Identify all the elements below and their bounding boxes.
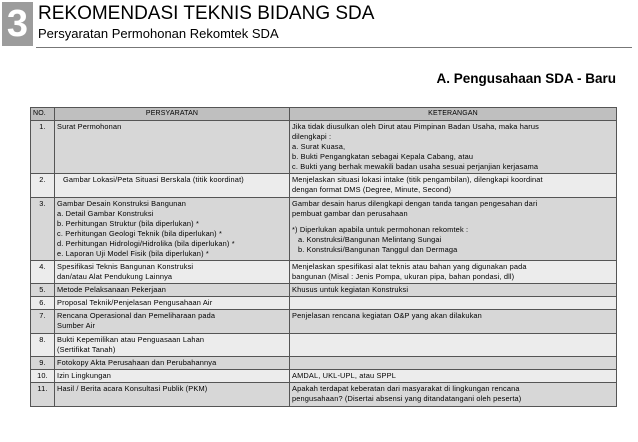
row-number: 7. [31, 310, 55, 334]
description-line: Menjelaskan situasi lokasi intake (titik pengambilan), dilengkapi koordinat [292, 175, 543, 184]
slide-title: REKOMENDASI TEKNIS BIDANG SDA [38, 3, 375, 24]
table-header-row [31, 108, 617, 121]
table-row [31, 198, 617, 261]
requirement-cell [55, 310, 290, 334]
description-cell [290, 334, 617, 357]
column-header-persyaratan: PERSYARATAN [55, 108, 290, 121]
requirement-line: Sumber Air [57, 321, 96, 330]
row-number: 1. [31, 121, 55, 174]
requirement-line: Surat Permohonan [57, 122, 122, 131]
description-cell [290, 357, 617, 370]
requirement-cell [55, 284, 290, 297]
requirement-line: Gambar Lokasi/Peta Situasi Berskala (titik koordinat) [63, 175, 244, 184]
description-line: a. Konstruksi/Bangunan Melintang Sungai [298, 235, 442, 244]
requirement-cell [55, 334, 290, 357]
description-cell [290, 370, 617, 383]
row-number: 11. [31, 383, 55, 407]
table-row [31, 297, 617, 310]
description-cell [290, 310, 617, 334]
description-line: bangunan (Misal : Jenis Pompa, ukuran pipa, bahan pondasi, dll) [292, 272, 515, 281]
requirement-line: Spesifikasi Teknis Bangunan Konstruksi [57, 262, 194, 271]
description-cell [290, 261, 617, 284]
description-cell [290, 198, 617, 261]
table-row [31, 383, 617, 407]
description-line: Gambar desain harus dilengkapi dengan tanda tangan pengesahan dari [292, 199, 538, 208]
row-number: 8. [31, 334, 55, 357]
description-line: c. Bukti yang berhak mewakili badan usaha sesuai perjanjian kerjasama [292, 162, 539, 171]
requirement-line: e. Laporan Uji Model Fisik (bila diperlukan) * [57, 249, 209, 258]
requirement-line: b. Perhitungan Struktur (bila diperlukan) * [57, 219, 200, 228]
description-line: Menjelaskan spesifikasi alat teknis atau bahan yang digunakan pada [292, 262, 527, 271]
requirement-cell [55, 121, 290, 174]
requirement-line: Proposal Teknik/Penjelasan Pengusahaan Air [57, 298, 213, 307]
description-cell [290, 284, 617, 297]
description-cell [290, 121, 617, 174]
table-row [31, 261, 617, 284]
requirement-line: (Sertifikat Tanah) [57, 345, 116, 354]
requirement-cell [55, 261, 290, 284]
description-line: pembuat gambar dan perusahaan [292, 209, 408, 218]
requirement-line: Metode Pelaksanaan Pekerjaan [57, 285, 166, 294]
slide-header [0, 0, 638, 52]
row-number: 6. [31, 297, 55, 310]
description-line: b. Konstruksi/Bangunan Tanggul dan Dermaga [298, 245, 458, 254]
description-line: Jika tidak diusulkan oleh Dirut atau Pimpinan Badan Usaha, maka harus [292, 122, 539, 131]
requirement-cell [55, 383, 290, 407]
requirement-line: Bukti Kepemilikan atau Penguasaan Lahan [57, 335, 205, 344]
row-number: 2. [31, 174, 55, 198]
description-line: Penjelasan rencana kegiatan O&P yang akan dilakukan [292, 311, 482, 320]
description-line: Khusus untuk kegiatan Konstruksi [292, 285, 409, 294]
requirement-line: Fotokopy Akta Perusahaan dan Perubahannya [57, 358, 217, 367]
row-number: 3. [31, 198, 55, 261]
requirement-line: a. Detail Gambar Konstruksi [57, 209, 154, 218]
column-header-keterangan: KETERANGAN [290, 108, 617, 121]
section-number-badge: 3 [2, 2, 33, 46]
table-row [31, 357, 617, 370]
table-row [31, 334, 617, 357]
table-row [31, 174, 617, 198]
description-line: AMDAL, UKL-UPL, atau SPPL [292, 371, 396, 380]
requirement-cell [55, 198, 290, 261]
description-line: dilengkapi : [292, 132, 332, 141]
requirements-table [30, 107, 617, 407]
requirement-line: dan/atau Alat Pendukung Lainnya [57, 272, 173, 281]
description-cell [290, 297, 617, 310]
table-row [31, 370, 617, 383]
description-cell [290, 174, 617, 198]
requirement-cell [55, 297, 290, 310]
requirement-line: Rencana Operasional dan Pemeliharaan pada [57, 311, 216, 320]
description-line: pengusahaan? (Disertai absensi yang ditandatangani oleh peserta) [292, 394, 522, 403]
requirement-line: d. Perhitungan Hidrologi/Hidrolika (bila diperlukan) * [57, 239, 235, 248]
description-line: a. Surat Kuasa, [292, 142, 346, 151]
requirement-line: Gambar Desain Konstruksi Bangunan [57, 199, 187, 208]
description-line: dengan format DMS (Degree, Minute, Second) [292, 185, 452, 194]
row-number: 5. [31, 284, 55, 297]
description-line: Apakah terdapat keberatan dari masyarakat di lingkungan rencana [292, 384, 520, 393]
slide-subtitle: Persyaratan Permohonan Rekomtek SDA [38, 26, 279, 41]
table-row [31, 310, 617, 334]
description-cell [290, 383, 617, 407]
requirement-cell [55, 370, 290, 383]
description-line: *) Diperlukan apabila untuk permohonan rekomtek : [292, 225, 469, 234]
column-header-no: NO. [31, 108, 55, 121]
row-number: 10. [31, 370, 55, 383]
section-title: A. Pengusahaan SDA - Baru [436, 71, 616, 86]
table-row [31, 121, 617, 174]
table-body [31, 121, 617, 407]
requirement-cell [55, 174, 290, 198]
requirement-line: Hasil / Berita acara Konsultasi Publik (PKM) [57, 384, 208, 393]
table-row [31, 284, 617, 297]
requirement-line: Izin Lingkungan [57, 371, 112, 380]
requirement-line: c. Perhitungan Geologi Teknik (bila diperlukan) * [57, 229, 222, 238]
row-number: 4. [31, 261, 55, 284]
requirement-cell [55, 357, 290, 370]
description-line: b. Bukti Pengangkatan sebagai Kepala Cabang, atau [292, 152, 474, 161]
row-number: 9. [31, 357, 55, 370]
header-divider [36, 47, 632, 48]
